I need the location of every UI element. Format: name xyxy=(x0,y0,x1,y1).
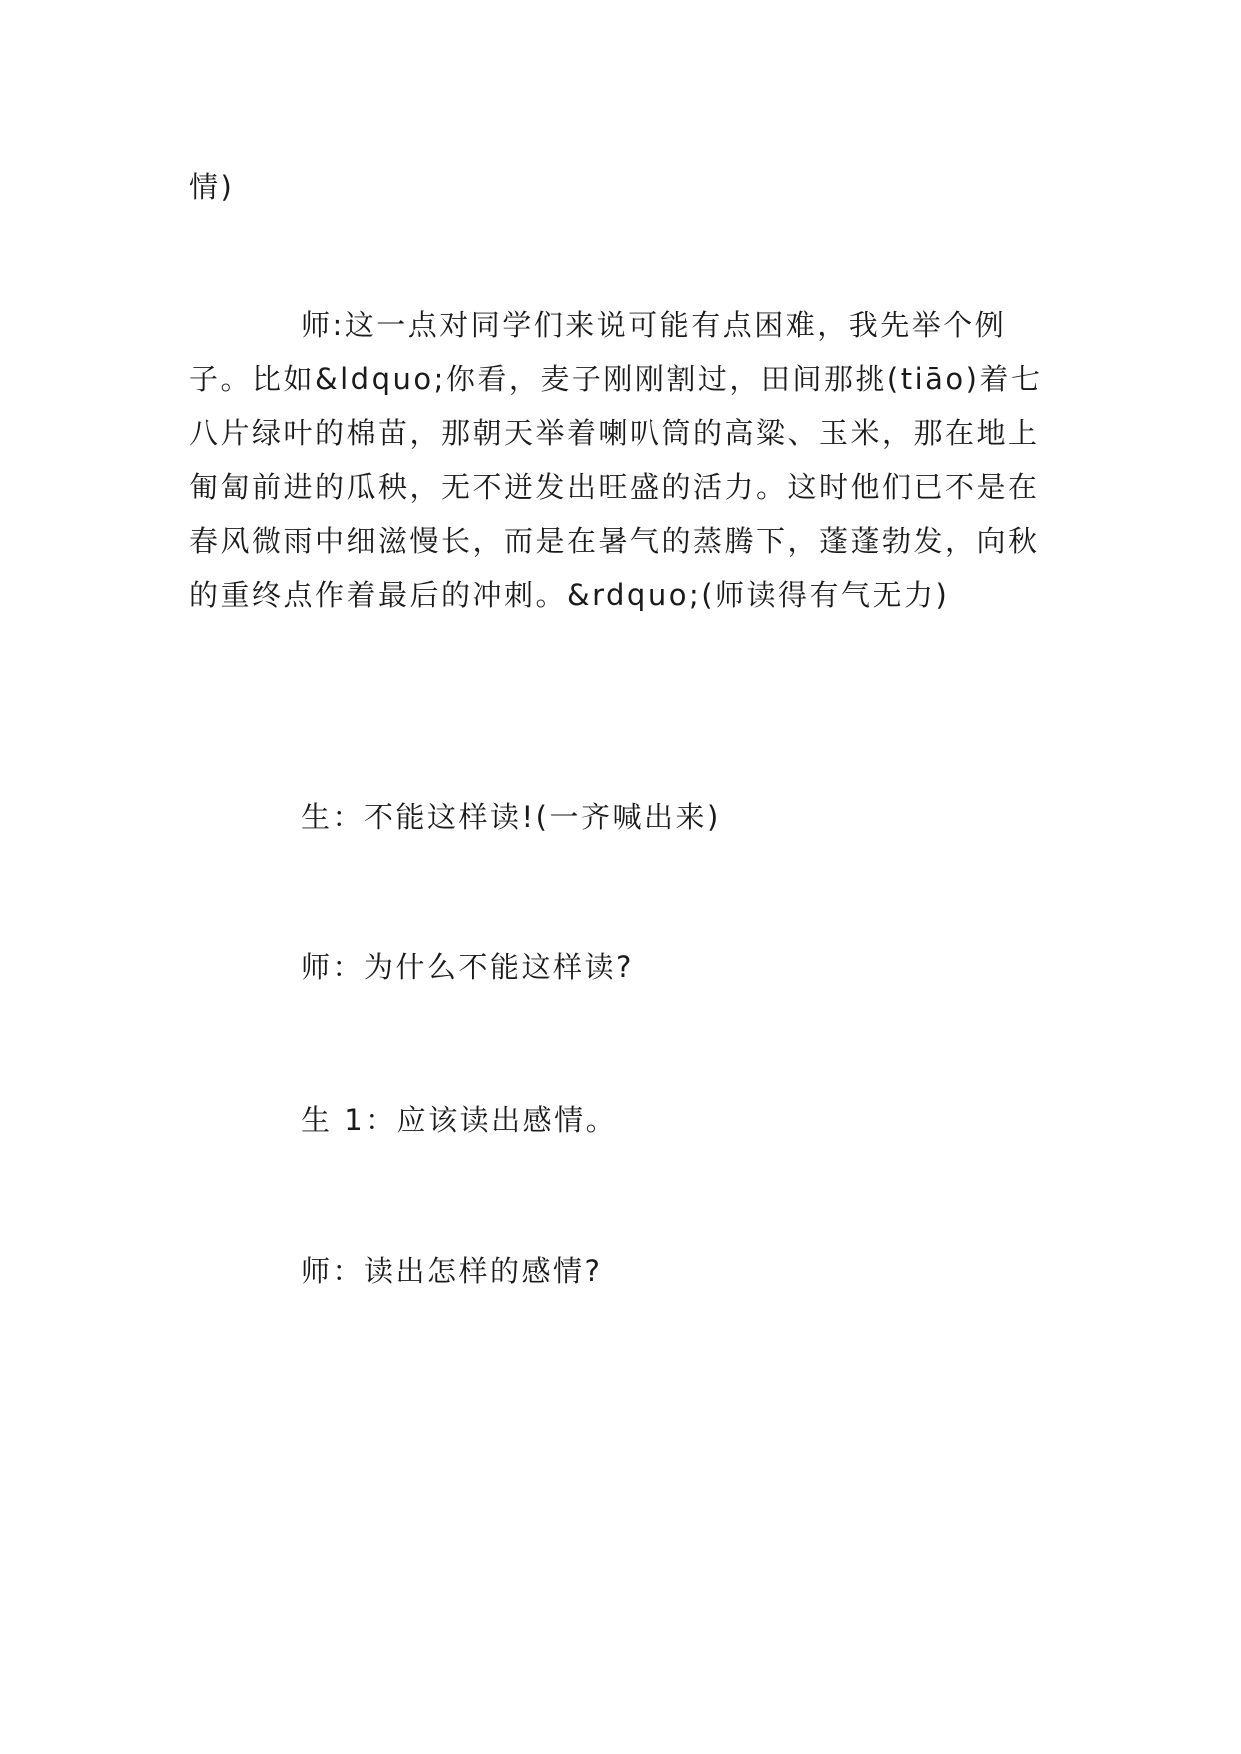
paragraph-continuation: 情) xyxy=(189,170,235,204)
dialog-line-students: 生：不能这样读!(一齐喊出来) xyxy=(301,800,721,834)
dialog-line-teacher-followup: 师：读出怎样的感情? xyxy=(301,1254,603,1288)
dialog-line-student-1: 生 1：应该读出感情。 xyxy=(301,1103,618,1137)
dialog-line-teacher-question: 师：为什么不能这样读? xyxy=(301,950,634,984)
paragraph-teacher-example: 师:这一点对同学们来说可能有点困难，我先举个例子。比如&ldquo;你看，麦子刚刚割过，田间那挑(tiāo)着七八片绿叶的棉苗，那朝天举着喇叭筒的高粱、玉米，那在地上匍匐前进的瓜秧，无不迸发出旺盛的活力。这时他们已不是在春风微雨中细滋慢长，而是在暑气的蒸腾下，蓬蓬勃发，向秋的重终点作着最后的冲刺。&rdquo;(师读得有气无力) xyxy=(189,308,1043,612)
